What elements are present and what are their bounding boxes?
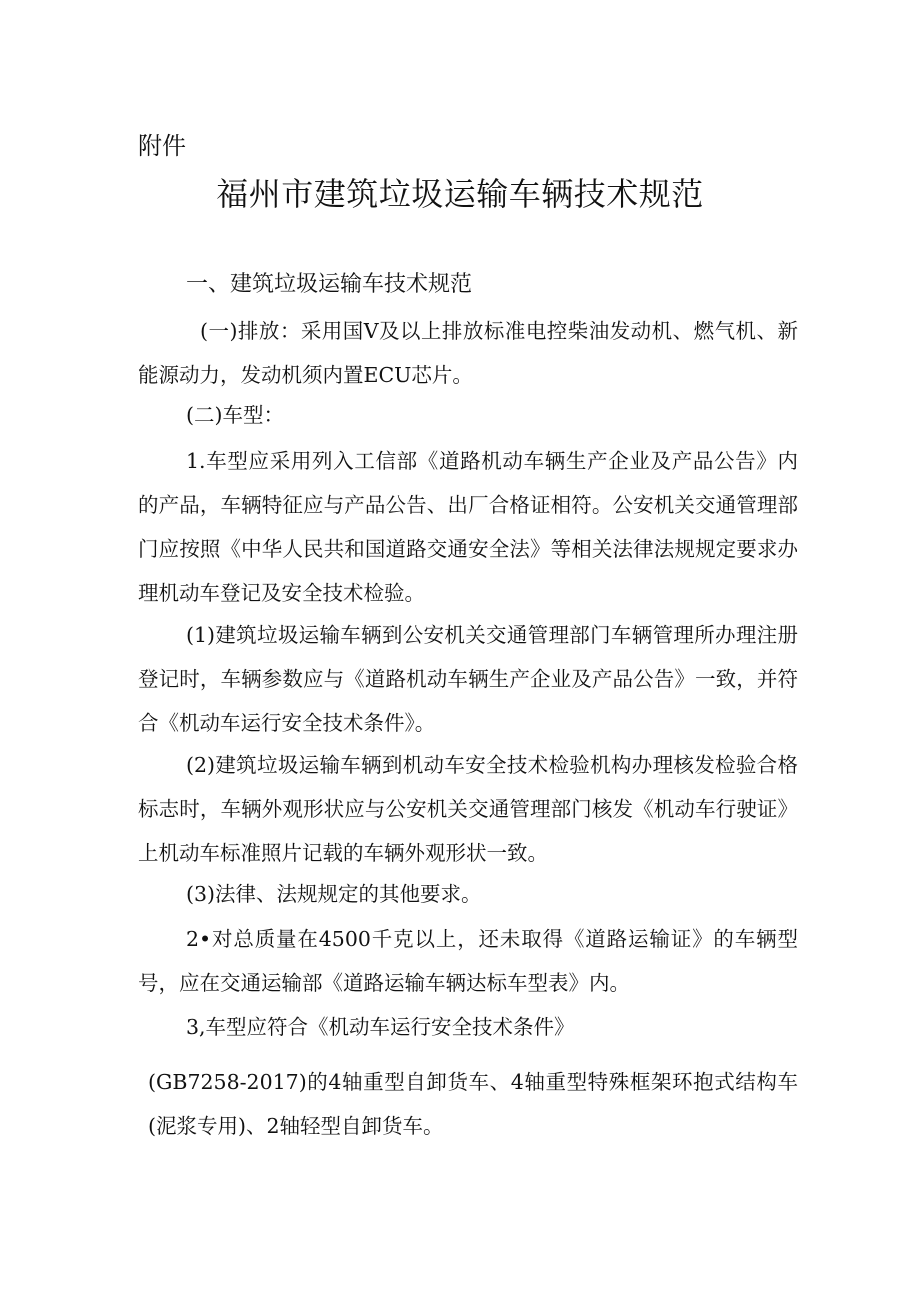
emission-paragraph: (一)排放：采用国V及以上排放标准电控柴油发动机、燃气机、新能源动力，发动机须内置ECU芯片。: [138, 319, 798, 387]
item-1-sub-2-paragraph: (2)建筑垃圾运输车辆到机动车安全技术检验机构办理核发检验合格标志时，车辆外观形状应与公安机关交通管理部门核发《机动车行驶证》上机动车标准照片记载的车辆外观形状一致。: [138, 753, 798, 865]
item-1-sub-3-paragraph: (3)法律、法规规定的其他要求。: [186, 882, 482, 906]
item-1-paragraph: 1.车型应采用列入工信部《道路机动车辆生产企业及产品公告》内的产品，车辆特征应与产品公告、出厂合格证相符。公安机关交通管理部门应按照《中华人民共和国道路交通安全法》等相关法律法规规定要求办理机动车登记及安全技术检验。: [138, 449, 798, 605]
document-title: 福州市建筑垃圾运输车辆技术规范: [216, 175, 704, 213]
item-1-sub-1-paragraph: (1)建筑垃圾运输车辆到公安机关交通管理部门车辆管理所办理注册登记时，车辆参数应与《道路机动车辆生产企业及产品公告》一致，并符合《机动车运行安全技术条件》。: [138, 623, 798, 735]
item-2-paragraph: 2•对总质量在4500千克以上，还未取得《道路运输证》的车辆型号，应在交通运输部《道路运输车辆达标车型表》内。: [138, 927, 798, 995]
section-heading: 一、建筑垃圾运输车技术规范: [186, 272, 473, 297]
item-3-line-2: (GB7258-2017)的4轴重型自卸货车、4轴重型特殊框架环抱式结构车(泥浆专用)、2轴轻型自卸货车。: [148, 1070, 798, 1138]
attachment-label: 附件: [138, 132, 186, 160]
vehicle-type-heading: (二)车型：: [186, 403, 284, 427]
item-3-line-1: 3,车型应符合《机动车运行安全技术条件》: [186, 1015, 575, 1039]
